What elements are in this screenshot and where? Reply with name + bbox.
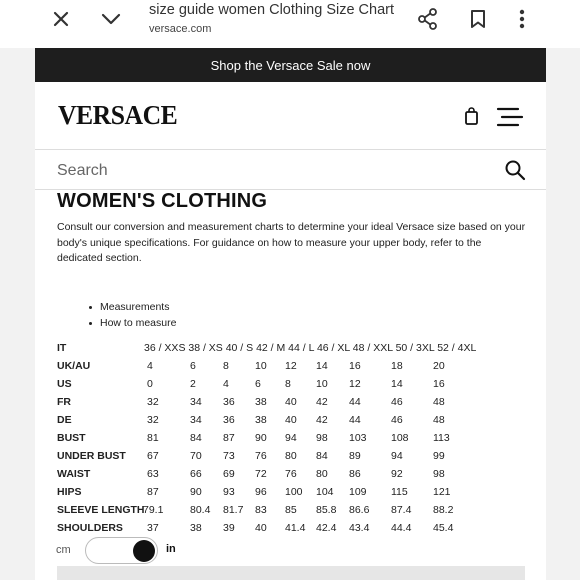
table-row bbox=[57, 450, 537, 466]
table-cell: 6 bbox=[255, 378, 261, 390]
table-cell: 70 bbox=[190, 450, 202, 462]
unit-toggle[interactable] bbox=[85, 537, 158, 564]
table-cell: 10 bbox=[316, 378, 328, 390]
table-cell: 79.1 bbox=[143, 504, 164, 516]
table-cell: 40 bbox=[285, 396, 297, 408]
table-cell: 32 bbox=[147, 414, 159, 426]
table-cell: 38 bbox=[255, 414, 267, 426]
table-cell: 16 bbox=[349, 360, 361, 372]
table-cell: 73 bbox=[223, 450, 235, 462]
table-cell: 121 bbox=[433, 486, 451, 498]
table-cell: 87.4 bbox=[391, 504, 412, 516]
table-cell: 92 bbox=[391, 468, 403, 480]
row-label: SLEEVE LENGTH bbox=[57, 504, 145, 516]
table-cell: 46 bbox=[391, 396, 403, 408]
table-cell: 108 bbox=[391, 432, 409, 444]
table-cell: 76 bbox=[285, 468, 297, 480]
table-cell: 36 bbox=[223, 414, 235, 426]
table-cell: 86.6 bbox=[349, 504, 370, 516]
row-label: US bbox=[57, 378, 72, 390]
table-row bbox=[57, 378, 537, 394]
table-cell: 84 bbox=[316, 450, 328, 462]
table-row bbox=[57, 486, 537, 502]
table-cell: 72 bbox=[255, 468, 267, 480]
table-row bbox=[57, 414, 537, 430]
table-cell: 36 bbox=[223, 396, 235, 408]
unit-cm-label[interactable]: cm bbox=[56, 544, 71, 556]
table-cell: 81.7 bbox=[223, 504, 244, 516]
table-cell: 37 bbox=[147, 522, 159, 534]
versace-logo[interactable]: VERSACE bbox=[58, 100, 178, 130]
table-cell: 20 bbox=[433, 360, 445, 372]
table-cell: 39 bbox=[223, 522, 235, 534]
row-label: BUST bbox=[57, 432, 86, 444]
table-cell: 43.4 bbox=[349, 522, 370, 534]
table-cell: 4 bbox=[147, 360, 153, 372]
table-cell: 76 bbox=[255, 450, 267, 462]
table-row bbox=[57, 360, 537, 376]
toggle-knob[interactable] bbox=[133, 540, 155, 562]
row-label: UNDER BUST bbox=[57, 450, 126, 462]
table-cell: 94 bbox=[391, 450, 403, 462]
search-input[interactable] bbox=[55, 157, 479, 185]
table-cell: 44 bbox=[349, 396, 361, 408]
it-size-values: 36 / XXS 38 / XS 40 / S 42 / M 44 / L 46 / XL 48 / XXL 50 / 3XL 52 / 4XL bbox=[144, 342, 477, 354]
table-cell: 34 bbox=[190, 414, 202, 426]
table-cell: 86 bbox=[349, 468, 361, 480]
table-cell: 80.4 bbox=[190, 504, 211, 516]
table-cell: 48 bbox=[433, 414, 445, 426]
table-cell: 109 bbox=[349, 486, 367, 498]
table-cell: 42 bbox=[316, 396, 328, 408]
table-cell: 48 bbox=[433, 396, 445, 408]
table-cell: 8 bbox=[223, 360, 229, 372]
table-cell: 10 bbox=[255, 360, 267, 372]
table-cell: 87 bbox=[223, 432, 235, 444]
table-cell: 94 bbox=[285, 432, 297, 444]
link-how-to-measure[interactable] bbox=[86, 315, 176, 331]
link-measurements[interactable] bbox=[86, 299, 176, 315]
table-cell: 18 bbox=[391, 360, 403, 372]
table-cell: 63 bbox=[147, 468, 159, 480]
chevron-down-icon[interactable] bbox=[97, 5, 125, 33]
shopping-bag-icon[interactable] bbox=[462, 106, 482, 126]
table-cell: 38 bbox=[190, 522, 202, 534]
table-cell: 66 bbox=[190, 468, 202, 480]
table-cell: 113 bbox=[433, 432, 450, 444]
table-cell: 14 bbox=[316, 360, 328, 372]
section-heading: WOMEN'S CLOTHING bbox=[57, 190, 268, 212]
table-cell: 4 bbox=[223, 378, 229, 390]
table-row bbox=[57, 504, 537, 520]
search-icon[interactable] bbox=[504, 159, 526, 181]
table-cell: 80 bbox=[285, 450, 297, 462]
table-cell: 38 bbox=[255, 396, 267, 408]
table-cell: 14 bbox=[391, 378, 403, 390]
table-cell: 46 bbox=[391, 414, 403, 426]
table-cell: 98 bbox=[433, 468, 445, 480]
table-cell: 115 bbox=[391, 486, 408, 498]
table-row bbox=[57, 396, 537, 412]
table-cell: 40 bbox=[255, 522, 267, 534]
hamburger-menu-icon[interactable] bbox=[496, 106, 524, 128]
share-icon[interactable] bbox=[414, 5, 442, 33]
row-label: FR bbox=[57, 396, 71, 408]
table-cell: 34 bbox=[190, 396, 202, 408]
table-cell: 12 bbox=[349, 378, 361, 390]
table-cell: 69 bbox=[223, 468, 235, 480]
browser-toolbar bbox=[0, 0, 580, 48]
table-cell: 98 bbox=[316, 432, 328, 444]
promo-banner-text[interactable]: Shop the Versace Sale now bbox=[210, 57, 371, 73]
table-cell: 44 bbox=[349, 414, 361, 426]
content-panel bbox=[57, 566, 525, 580]
table-cell: 83 bbox=[255, 504, 267, 516]
table-cell: 103 bbox=[349, 432, 367, 444]
table-cell: 87 bbox=[147, 486, 159, 498]
table-cell: 90 bbox=[255, 432, 267, 444]
table-cell: 96 bbox=[255, 486, 267, 498]
table-cell: 85 bbox=[285, 504, 297, 516]
table-cell: 12 bbox=[285, 360, 297, 372]
table-cell: 2 bbox=[190, 378, 196, 390]
row-label: SHOULDERS bbox=[57, 522, 123, 534]
table-cell: 100 bbox=[285, 486, 303, 498]
table-cell: 41.4 bbox=[285, 522, 306, 534]
table-cell: 99 bbox=[433, 450, 445, 462]
table-cell: 42 bbox=[316, 414, 328, 426]
table-cell: 104 bbox=[316, 486, 334, 498]
table-cell: 45.4 bbox=[433, 522, 454, 534]
page-title[interactable]: size guide women Clothing Size Chart bbox=[149, 2, 395, 18]
link-label[interactable]: How to measure bbox=[100, 317, 177, 329]
url-host[interactable]: versace.com bbox=[149, 23, 212, 35]
table-row bbox=[57, 432, 537, 448]
unit-in-label[interactable]: in bbox=[166, 543, 176, 555]
table-row-it bbox=[57, 342, 537, 358]
table-cell: 6 bbox=[190, 360, 196, 372]
intro-paragraph: Consult our conversion and measurement charts to determine your ideal Versace size based on your body's unique specifications. For guidance on how to measure your upper body, refer to the dedicated section. bbox=[57, 221, 526, 264]
table-cell: 0 bbox=[147, 378, 153, 390]
table-row bbox=[57, 468, 537, 484]
table-cell: 80 bbox=[316, 468, 328, 480]
search-bar bbox=[35, 149, 546, 190]
more-vertical-icon[interactable] bbox=[508, 5, 536, 33]
row-label: DE bbox=[57, 414, 72, 426]
anchor-links bbox=[86, 299, 176, 331]
table-cell: 81 bbox=[147, 432, 159, 444]
row-label: UK/AU bbox=[57, 360, 91, 372]
promo-banner[interactable] bbox=[35, 48, 546, 82]
bullet bbox=[89, 322, 92, 325]
link-label[interactable]: Measurements bbox=[100, 301, 170, 313]
table-cell: 85.8 bbox=[316, 504, 337, 516]
table-cell: 67 bbox=[147, 450, 159, 462]
table-cell: 32 bbox=[147, 396, 159, 408]
table-cell: 16 bbox=[433, 378, 445, 390]
table-cell: 88.2 bbox=[433, 504, 454, 516]
row-label: HIPS bbox=[57, 486, 82, 498]
table-cell: 40 bbox=[285, 414, 297, 426]
table-cell: 42.4 bbox=[316, 522, 337, 534]
bullet bbox=[89, 306, 92, 309]
row-label: WAIST bbox=[57, 468, 91, 480]
table-cell: 8 bbox=[285, 378, 291, 390]
table-cell: 90 bbox=[190, 486, 202, 498]
row-label: IT bbox=[57, 342, 67, 354]
bookmark-icon[interactable] bbox=[464, 5, 492, 33]
table-cell: 84 bbox=[190, 432, 202, 444]
table-cell: 44.4 bbox=[391, 522, 412, 534]
table-cell: 89 bbox=[349, 450, 361, 462]
close-icon[interactable] bbox=[47, 5, 75, 33]
table-cell: 93 bbox=[223, 486, 235, 498]
table-row bbox=[57, 522, 537, 538]
